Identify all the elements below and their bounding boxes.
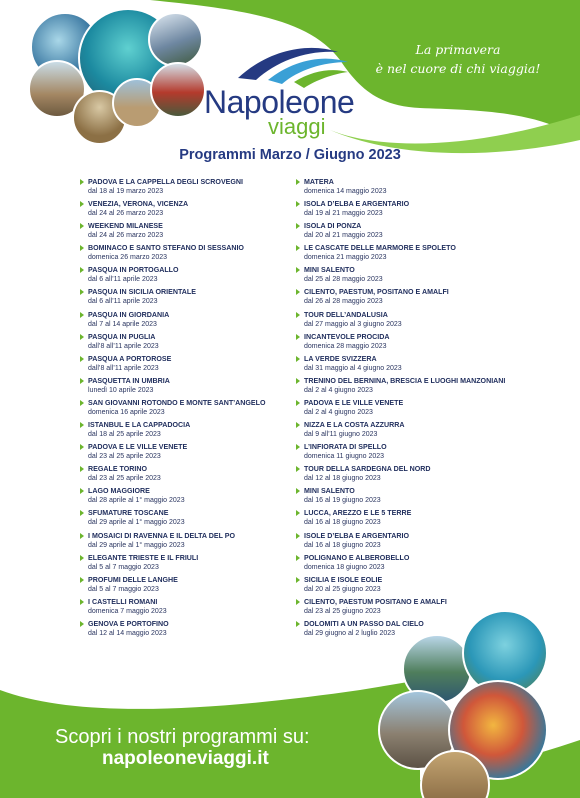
program-date: dal 5 al 7 maggio 2023 <box>88 585 159 593</box>
program-date: dal 20 al 21 maggio 2023 <box>304 232 383 240</box>
program-name: TOUR DELLA SARDEGNA DEL NORD <box>304 465 431 474</box>
program-date: dall’8 all’11 aprile 2023 <box>88 364 159 372</box>
program-name: REGALE TORINO <box>88 465 147 474</box>
bullet-arrow-icon <box>296 289 300 295</box>
program-item <box>296 576 536 598</box>
slogan-line-2: è nel cuore di chi viaggia! <box>375 61 541 76</box>
program-item <box>296 554 536 576</box>
program-name: SICILIA E ISOLE EOLIE <box>304 575 383 584</box>
bullet-arrow-icon <box>296 245 300 251</box>
program-date: dal 18 al 25 aprile 2023 <box>88 431 161 439</box>
program-name: PASQUA A PORTOROSE <box>88 354 172 363</box>
bullet-arrow-icon <box>80 223 84 229</box>
program-item <box>296 311 536 333</box>
bullet-arrow-icon <box>80 599 84 605</box>
program-name: PASQUETTA IN UMBRIA <box>88 376 170 385</box>
program-name: MINI SALENTO <box>304 266 355 275</box>
program-item <box>296 333 536 355</box>
bullet-arrow-icon <box>80 533 84 539</box>
program-item <box>296 443 536 465</box>
program-date: dal 24 al 26 marzo 2023 <box>88 232 164 240</box>
program-item <box>296 244 536 266</box>
program-date: dal 12 al 18 giugno 2023 <box>304 475 381 483</box>
program-name: POLIGNANO E ALBEROBELLO <box>304 553 410 562</box>
bullet-arrow-icon <box>80 510 84 516</box>
bullet-arrow-icon <box>80 555 84 561</box>
program-date: dal 25 al 28 maggio 2023 <box>304 276 383 284</box>
program-item <box>80 244 320 266</box>
program-name: PROFUMI DELLE LANGHE <box>88 575 178 584</box>
program-item <box>296 532 536 554</box>
program-date: dal 16 al 18 giugno 2023 <box>304 519 381 527</box>
program-name: BOMINACO E SANTO STEFANO DI SESSANIO <box>88 244 244 253</box>
program-date: dal 28 aprile al 1° maggio 2023 <box>88 497 185 505</box>
program-date: domenica 11 giugno 2023 <box>304 453 385 461</box>
bullet-arrow-icon <box>296 422 300 428</box>
program-date: dal 29 aprile al 1° maggio 2023 <box>88 541 185 549</box>
program-date: dal 27 maggio al 3 giugno 2023 <box>304 320 402 328</box>
program-date: domenica 18 giugno 2023 <box>304 563 385 571</box>
bullet-arrow-icon <box>80 444 84 450</box>
program-name: MATERA <box>304 178 334 186</box>
bullet-arrow-icon <box>80 422 84 428</box>
program-item <box>80 421 320 443</box>
program-item <box>80 222 320 244</box>
program-name: VENEZIA, VERONA, VICENZA <box>88 200 189 209</box>
slogan <box>368 40 548 78</box>
program-item <box>296 288 536 310</box>
program-date: domenica 7 maggio 2023 <box>88 607 167 615</box>
program-date: dall’8 all’11 aprile 2023 <box>88 342 159 350</box>
bullet-arrow-icon <box>296 223 300 229</box>
page-title: Programmi Marzo / Giugno 2023 <box>179 147 401 163</box>
program-item <box>80 487 320 509</box>
logo-name: Napoleone <box>204 84 355 120</box>
bullet-arrow-icon <box>296 334 300 340</box>
program-date: dal 2 al 4 giugno 2023 <box>304 408 373 416</box>
bullet-arrow-icon <box>80 245 84 251</box>
bullet-arrow-icon <box>80 577 84 583</box>
program-date: dal 23 al 25 giugno 2023 <box>304 607 381 615</box>
bullet-arrow-icon <box>296 179 300 185</box>
program-name: MINI SALENTO <box>304 487 355 496</box>
program-date: domenica 26 marzo 2023 <box>88 254 167 262</box>
program-date: dal 20 al 25 giugno 2023 <box>304 585 381 593</box>
program-item <box>80 377 320 399</box>
program-name: CILENTO, PAESTUM POSITANO E AMALFI <box>304 597 447 606</box>
program-name: SFUMATURE TOSCANE <box>88 509 169 518</box>
program-name: SAN GIOVANNI ROTONDO E MONTE SANT’ANGELO <box>88 398 266 407</box>
program-item <box>296 222 536 244</box>
program-item <box>80 509 320 531</box>
program-name: TRENINO DEL BERNINA, BRESCIA E LUOGHI MANZONIANI <box>304 376 506 385</box>
program-name: PASQUA IN PUGLIA <box>88 332 156 341</box>
program-item <box>296 178 536 200</box>
program-item <box>80 355 320 377</box>
program-name: PADOVA E LE VILLE VENETE <box>304 398 404 407</box>
program-name: PASQUA IN SICILIA ORIENTALE <box>88 288 196 297</box>
program-date: dal 16 al 19 giugno 2023 <box>304 497 381 505</box>
program-date: dal 12 al 14 maggio 2023 <box>88 629 167 637</box>
program-date: dal 29 aprile al 1° maggio 2023 <box>88 519 185 527</box>
bullet-arrow-icon <box>296 444 300 450</box>
program-date: dal 29 giugno al 2 luglio 2023 <box>304 629 396 637</box>
bullet-arrow-icon <box>80 356 84 362</box>
program-name: INCANTEVOLE PROCIDA <box>304 332 390 341</box>
program-name: CILENTO, PAESTUM, POSITANO E AMALFI <box>304 288 449 297</box>
bullet-arrow-icon <box>80 466 84 472</box>
program-date: dal 24 al 26 marzo 2023 <box>88 210 164 218</box>
bullet-arrow-icon <box>296 510 300 516</box>
program-date: domenica 21 maggio 2023 <box>304 254 387 262</box>
program-item <box>80 266 320 288</box>
bullet-arrow-icon <box>296 378 300 384</box>
program-item <box>80 311 320 333</box>
photo-bubble-mountain <box>148 12 203 67</box>
program-item <box>80 178 320 200</box>
program-name: WEEKEND MILANESE <box>88 222 163 231</box>
program-item <box>296 266 536 288</box>
program-date: dal 6 all’11 aprile 2023 <box>88 298 158 306</box>
bullet-arrow-icon <box>296 488 300 494</box>
bullet-arrow-icon <box>296 621 300 627</box>
program-name: PASQUA IN PORTOGALLO <box>88 266 179 275</box>
bullet-arrow-icon <box>80 201 84 207</box>
program-name: LE CASCATE DELLE MARMORE E SPOLETO <box>304 244 456 253</box>
footer-cta: Scopri i nostri programmi su: <box>55 726 310 748</box>
bullet-arrow-icon <box>296 312 300 318</box>
program-item <box>296 355 536 377</box>
program-date: dal 16 al 18 giugno 2023 <box>304 541 381 549</box>
program-date: dal 5 al 7 maggio 2023 <box>88 563 159 571</box>
bullet-arrow-icon <box>80 179 84 185</box>
logo-sub: viaggi <box>268 114 326 139</box>
programs-column-left <box>80 178 320 642</box>
program-date: dal 9 all’11 giugno 2023 <box>304 431 378 439</box>
bullet-arrow-icon <box>296 466 300 472</box>
bullet-arrow-icon <box>80 400 84 406</box>
program-item <box>80 465 320 487</box>
program-date: dal 23 al 25 aprile 2023 <box>88 475 161 483</box>
bullet-arrow-icon <box>80 289 84 295</box>
program-name: GENOVA E PORTOFINO <box>88 619 169 628</box>
program-item <box>80 288 320 310</box>
bullet-arrow-icon <box>80 334 84 340</box>
program-item <box>296 377 536 399</box>
program-name: ISTANBUL E LA CAPPADOCIA <box>88 421 191 430</box>
program-name: ELEGANTE TRIESTE E IL FRIULI <box>88 553 199 562</box>
program-name: LUCCA, AREZZO E LE 5 TERRE <box>304 509 412 518</box>
bullet-arrow-icon <box>80 488 84 494</box>
program-date: dal 23 al 25 aprile 2023 <box>88 453 161 461</box>
bullet-arrow-icon <box>296 267 300 273</box>
slogan-line-1: La primavera <box>415 42 501 57</box>
bullet-arrow-icon <box>80 312 84 318</box>
bullet-arrow-icon <box>80 621 84 627</box>
program-item <box>80 399 320 421</box>
program-date: dal 2 al 4 giugno 2023 <box>304 386 373 394</box>
bullet-arrow-icon <box>296 356 300 362</box>
program-date: lunedì 10 aprile 2023 <box>88 386 154 394</box>
program-item <box>80 554 320 576</box>
bullet-arrow-icon <box>296 400 300 406</box>
bullet-arrow-icon <box>296 577 300 583</box>
program-name: LAGO MAGGIORE <box>88 487 150 496</box>
program-item <box>296 421 536 443</box>
program-item <box>296 509 536 531</box>
program-item <box>80 576 320 598</box>
program-item <box>80 532 320 554</box>
program-name: PADOVA E LA CAPPELLA DEGLI SCROVEGNI <box>88 178 244 186</box>
program-name: ISOLA DI PONZA <box>304 222 362 231</box>
bullet-arrow-icon <box>296 599 300 605</box>
program-name: I MOSAICI DI RAVENNA E IL DELTA DEL PO <box>88 531 236 540</box>
program-name: DOLOMITI A UN PASSO DAL CIELO <box>304 619 424 628</box>
program-name: I CASTELLI ROMANI <box>88 597 158 606</box>
program-date: domenica 28 maggio 2023 <box>304 342 387 350</box>
program-date: dal 31 maggio al 4 giugno 2023 <box>304 364 402 372</box>
program-name: TOUR DELL’ANDALUSIA <box>304 310 388 319</box>
program-date: dal 6 all’11 aprile 2023 <box>88 276 158 284</box>
program-date: dal 7 al 14 aprile 2023 <box>88 320 157 328</box>
program-name: ISOLE D’ELBA E ARGENTARIO <box>304 531 409 540</box>
bullet-arrow-icon <box>80 378 84 384</box>
program-item <box>296 200 536 222</box>
website-link[interactable]: napoleoneviaggi.it <box>102 748 269 769</box>
bullet-arrow-icon <box>80 267 84 273</box>
program-item <box>80 443 320 465</box>
program-name: PASQUA IN GIORDANIA <box>88 310 170 319</box>
program-item <box>296 487 536 509</box>
program-date: domenica 16 aprile 2023 <box>88 408 165 416</box>
program-item <box>80 200 320 222</box>
program-name: PADOVA E LE VILLE VENETE <box>88 443 188 452</box>
program-item <box>80 620 320 642</box>
program-item <box>80 598 320 620</box>
bullet-arrow-icon <box>296 555 300 561</box>
program-item <box>80 333 320 355</box>
program-name: ISOLA D’ELBA E ARGENTARIO <box>304 200 410 209</box>
program-date: dal 26 al 28 maggio 2023 <box>304 298 383 306</box>
program-date: domenica 14 maggio 2023 <box>304 188 387 195</box>
bullet-arrow-icon <box>296 201 300 207</box>
program-item <box>296 399 536 421</box>
program-item <box>296 465 536 487</box>
bullet-arrow-icon <box>296 533 300 539</box>
programs-column-right <box>296 178 536 642</box>
program-name: L’INFIORATA DI SPELLO <box>304 443 387 452</box>
program-date: dal 18 al 19 marzo 2023 <box>88 188 164 195</box>
program-date: dal 19 al 21 maggio 2023 <box>304 210 383 218</box>
program-name: LA VERDE SVIZZERA <box>304 354 377 363</box>
program-name: NIZZA E LA COSTA AZZURRA <box>304 421 405 430</box>
